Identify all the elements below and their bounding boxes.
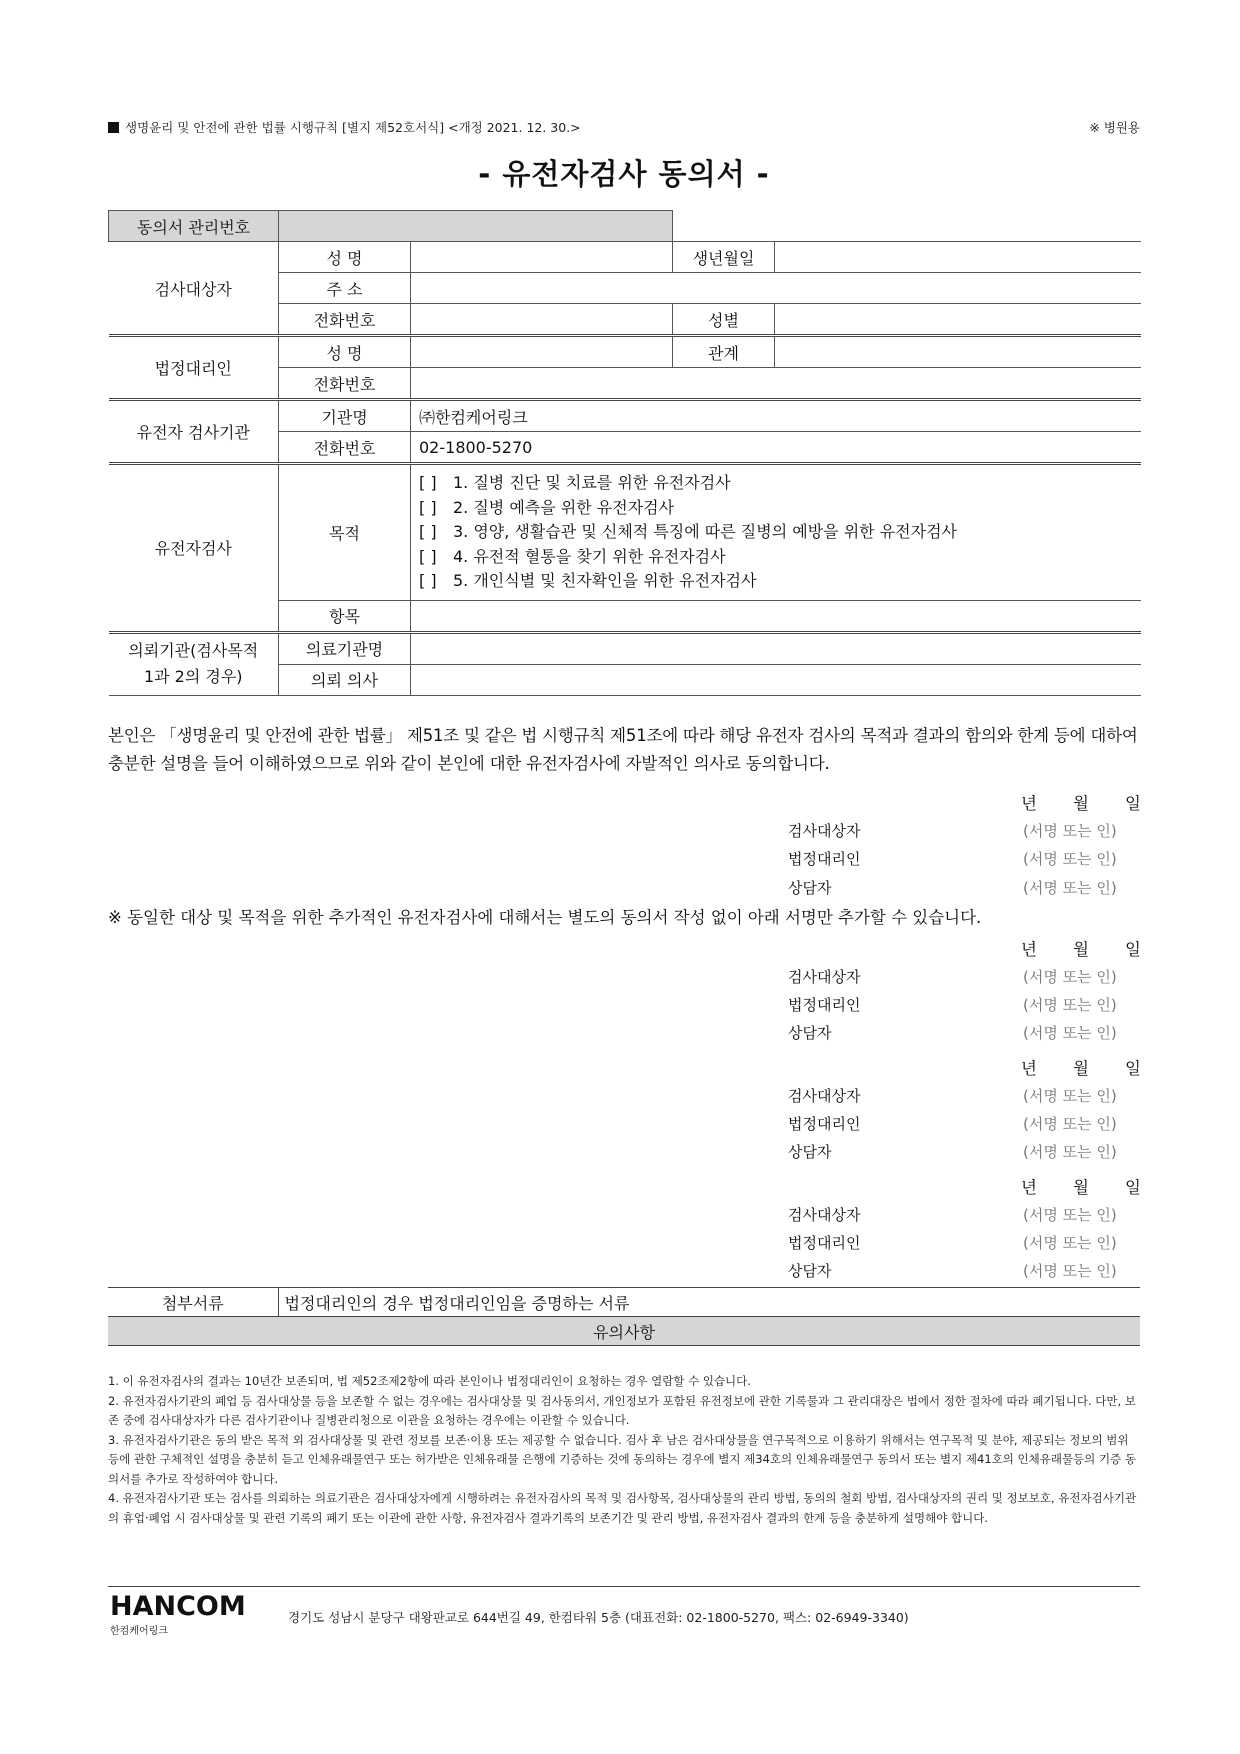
- signer-role: 상담자: [788, 1143, 832, 1161]
- signature-placeholder[interactable]: (서명 또는 인): [1023, 1024, 1117, 1042]
- doctor-field[interactable]: [411, 664, 1141, 695]
- signature-placeholder[interactable]: (서명 또는 인): [1023, 1234, 1117, 1252]
- guardian-name-field[interactable]: [411, 336, 673, 368]
- purpose-option[interactable]: [419, 569, 1133, 594]
- month-label: 월: [1073, 1059, 1089, 1078]
- institution-name-value: ㈜한컴케어링크: [411, 400, 1141, 432]
- purpose-checkbox[interactable]: [ ]: [419, 497, 437, 517]
- signature-placeholder[interactable]: (서명 또는 인): [1023, 850, 1117, 868]
- subject-address-label: 주 소: [279, 273, 411, 304]
- subject-phone-field[interactable]: [411, 304, 673, 336]
- purpose-checkbox[interactable]: [ ]: [419, 546, 437, 566]
- signature-placeholder[interactable]: (서명 또는 인): [1023, 996, 1117, 1014]
- purpose-checkbox[interactable]: [ ]: [419, 571, 437, 590]
- signer-role: 상담자: [788, 1262, 832, 1280]
- caution-item: 3. 유전자검사기관은 동의 받은 목적 외 검사대상물 및 관련 정보를 보존·이용 또는 제공할 수 없습니다. 검사 후 남은 검사대상물을 연구목적으로 이용하기 위해서는 연구목적 및 분야, 제공되는 정보의 범위 등에 관한 구체적인 설명을 충분히 듣고 인체유래물연구 또는 허가받은 인체유래물 은행에 기증하는 것에 동의하는 경우에 별지 제34호의 인체유래물연구 동의서 또는 별지 제41호의 인체유래물등의 기증 동의서를 추가로 작성하여야 합니다.: [108, 1432, 1136, 1486]
- institution-phone-label: 전화번호: [279, 432, 411, 464]
- guardian-phone-field[interactable]: [411, 368, 1141, 400]
- purpose-text: 2. 질병 예측을 위한 유전자검사: [453, 497, 675, 517]
- guardian-relation-field[interactable]: [775, 336, 1141, 368]
- hospital-label: 의료기관명: [279, 632, 411, 664]
- year-label: 년: [1021, 940, 1037, 959]
- date-line: [1021, 1055, 1141, 1079]
- attachments-table: [108, 1287, 1140, 1346]
- purpose-text: 3. 영양, 생활습관 및 신체적 특징에 따른 질병의 예방을 위한 유전자검사: [453, 522, 957, 541]
- month-label: 월: [1073, 1178, 1089, 1197]
- consent-info-table: [108, 210, 1141, 696]
- hospital-field[interactable]: [411, 632, 1141, 664]
- signature-placeholder[interactable]: (서명 또는 인): [1023, 1262, 1117, 1280]
- subject-birth-label: 생년월일: [673, 242, 775, 273]
- purpose-option[interactable]: [419, 545, 1133, 570]
- purpose-option[interactable]: [419, 471, 1133, 496]
- signature-placeholder[interactable]: (서명 또는 인): [1023, 968, 1117, 986]
- month-label: 월: [1073, 794, 1089, 813]
- footer-divider: [108, 1586, 1140, 1587]
- agreement-statement: 본인은 「생명윤리 및 안전에 관한 법률」 제51조 및 같은 법 시행규칙 제51조에 따라 해당 유전자 검사의 목적과 결과의 함의와 한계 등에 대하여 충분한 설명을 들어 이해하였으므로 위와 같이 본인에 대한 유전자검사에 자발적인 의사로 동의합니다.: [108, 726, 1138, 773]
- institution-name-label: 기관명: [279, 400, 411, 432]
- logo-wordmark: HANCOM: [110, 1591, 246, 1622]
- purpose-text: 5. 개인식별 및 친자확인을 위한 유전자검사: [453, 571, 757, 590]
- subject-gender-field[interactable]: [775, 304, 1141, 336]
- signature-placeholder[interactable]: (서명 또는 인): [1023, 1115, 1117, 1133]
- company-logo: [110, 1592, 246, 1637]
- regulation-text: 생명윤리 및 안전에 관한 법률 시행규칙 [별지 제52호서식] <개정 2021. 12. 30.>: [125, 120, 581, 135]
- year-label: 년: [1021, 794, 1037, 813]
- guardian-label: 법정대리인: [109, 336, 279, 400]
- signer-role: 상담자: [788, 879, 832, 897]
- day-label: 일: [1125, 940, 1141, 959]
- purpose-text: 1. 질병 진단 및 치료를 위한 유전자검사: [453, 473, 731, 492]
- logo-subtitle: 한컴케어링크: [110, 1626, 168, 1637]
- date-line: [1021, 1174, 1141, 1198]
- square-bullet-icon: [108, 122, 119, 133]
- purpose-text: 4. 유전적 혈통을 찾기 위한 유전자검사: [453, 546, 726, 566]
- signer-role: 법정대리인: [788, 1234, 861, 1252]
- referral-label-line1: 의뢰기관(검사목적: [128, 641, 259, 660]
- subject-label: 검사대상자: [109, 242, 279, 336]
- purpose-checkbox[interactable]: [ ]: [419, 473, 437, 492]
- subject-name-label: 성 명: [279, 242, 411, 273]
- signer-role: 검사대상자: [788, 1087, 861, 1105]
- signer-role: 검사대상자: [788, 1206, 861, 1224]
- usage-label: ※ 병원용: [1089, 120, 1140, 135]
- subject-name-field[interactable]: [411, 242, 673, 273]
- mgmt-spacer: [673, 211, 1141, 242]
- signature-placeholder[interactable]: (서명 또는 인): [1023, 822, 1117, 840]
- institution-label: 유전자 검사기관: [109, 400, 279, 464]
- additional-signature-note: ※ 동일한 대상 및 목적을 위한 추가적인 유전자검사에 대해서는 별도의 동의서 작성 없이 아래 서명만 추가할 수 있습니다.: [108, 908, 982, 927]
- cautions-title: 유의사항: [108, 1317, 1140, 1346]
- test-item-label: 항목: [279, 600, 411, 632]
- purpose-checkbox[interactable]: [ ]: [419, 522, 437, 541]
- subject-gender-label: 성별: [673, 304, 775, 336]
- institution-phone-value: 02-1800-5270: [411, 432, 1141, 464]
- date-line: [1021, 790, 1141, 814]
- regulation-reference: [108, 118, 581, 136]
- mgmt-number-field[interactable]: [279, 211, 673, 242]
- signer-role: 검사대상자: [788, 968, 861, 986]
- cautions-list: [108, 1372, 1140, 1528]
- company-address: 경기도 성남시 분당구 대왕판교로 644번길 49, 한컴타워 5층 (대표전화: 02-1800-5270, 팩스: 02-6949-3340): [288, 1610, 909, 1625]
- attachments-value: 법정대리인의 경우 법정대리인임을 증명하는 서류: [278, 1288, 1140, 1317]
- purpose-label: 목적: [279, 464, 411, 601]
- purpose-options: [411, 464, 1141, 601]
- guardian-name-label: 성 명: [279, 336, 411, 368]
- signer-role: 법정대리인: [788, 996, 861, 1014]
- caution-item: 2. 유전자검사기관의 폐업 등 검사대상물 등을 보존할 수 없는 경우에는 검사대상물 및 검사동의서, 개인정보가 포함된 유전정보에 관한 기록물과 그 관리대장은 법에서 정한 절차에 따라 폐기됩니다. 다만, 보존 중에 검사대상자가 다른 검사기관이나 질병관리청으로 이관을 요청하는 경우에는 이관할 수 있습니다.: [108, 1393, 1136, 1427]
- signature-placeholder[interactable]: (서명 또는 인): [1023, 1206, 1117, 1224]
- referral-label-line2: 1과 2의 경우): [143, 667, 243, 686]
- subject-birth-field[interactable]: [775, 242, 1141, 273]
- day-label: 일: [1125, 794, 1141, 813]
- mgmt-number-label: 동의서 관리번호: [109, 211, 279, 242]
- date-line: [1021, 936, 1141, 960]
- day-label: 일: [1125, 1059, 1141, 1078]
- signer-role: 법정대리인: [788, 1115, 861, 1133]
- signature-placeholder[interactable]: (서명 또는 인): [1023, 1087, 1117, 1105]
- year-label: 년: [1021, 1059, 1037, 1078]
- caution-item: 4. 유전자검사기관 또는 검사를 의뢰하는 의료기관은 검사대상자에게 시행하려는 유전자검사의 목적 및 검사항목, 검사대상물의 관리 방법, 동의의 철회 방법, 검사대상자의 권리 및 정보보호, 유전자검사기관의 휴업·폐업 시 검사대상물 및 관련 기록의 폐기 또는 이관에 관한 사항, 유전자검사 결과기록의 보존기간 및 관리 방법, 유전자검사 결과의 한계 등을 충분하게 설명해야 합니다.: [108, 1491, 1137, 1525]
- year-label: 년: [1021, 1178, 1037, 1197]
- signature-placeholder[interactable]: (서명 또는 인): [1023, 1143, 1117, 1161]
- caution-item: 1. 이 유전자검사의 결과는 10년간 보존되며, 법 제52조제2항에 따라 본인이나 법정대리인이 요청하는 경우 열람할 수 있습니다.: [108, 1374, 751, 1388]
- subject-phone-label: 전화번호: [279, 304, 411, 336]
- signer-role: 상담자: [788, 1024, 832, 1042]
- signature-placeholder[interactable]: (서명 또는 인): [1023, 879, 1117, 897]
- page-title: - 유전자검사 동의서 -: [478, 157, 770, 191]
- guardian-relation-label: 관계: [673, 336, 775, 368]
- doctor-label: 의뢰 의사: [279, 664, 411, 695]
- signer-role: 법정대리인: [788, 850, 861, 868]
- guardian-phone-label: 전화번호: [279, 368, 411, 400]
- purpose-option[interactable]: [419, 496, 1133, 521]
- test-item-field[interactable]: [411, 600, 1141, 632]
- referral-label: [109, 632, 279, 695]
- subject-address-field[interactable]: [411, 273, 1141, 304]
- day-label: 일: [1125, 1178, 1141, 1197]
- signer-role: 검사대상자: [788, 822, 861, 840]
- month-label: 월: [1073, 940, 1089, 959]
- genetic-test-label: 유전자검사: [109, 464, 279, 633]
- attachments-label: 첨부서류: [108, 1288, 278, 1317]
- purpose-option[interactable]: [419, 520, 1133, 545]
